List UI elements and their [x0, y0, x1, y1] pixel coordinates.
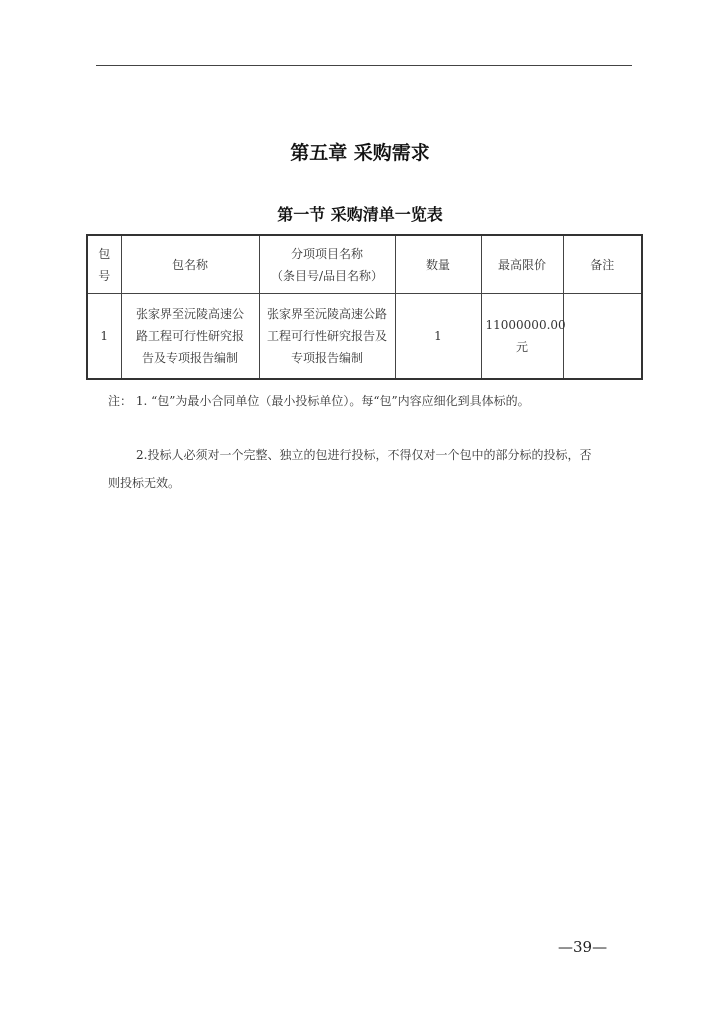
- cell-remarks: [563, 294, 642, 380]
- table-row: [87, 294, 642, 380]
- cell-sub-item-name: 张家界至沅陵高速公路 工程可行性研究报告及 专项报告编制: [259, 294, 395, 380]
- table-header-row: [87, 235, 642, 294]
- header-max-price: 最高限价: [481, 235, 563, 294]
- header-package-name: 包名称: [121, 235, 259, 294]
- page-number: —39—: [558, 938, 608, 956]
- cell-quantity: 1: [395, 294, 481, 380]
- note-1: 注： 1. “包”为最小合同单位（最小投标单位）。每“包”内容应细化到具体标的。: [108, 394, 530, 408]
- header-package-no: 包 号: [87, 235, 121, 294]
- header-quantity: 数量: [395, 235, 481, 294]
- header-sub-item-name: 分项项目名称 （条目号/品目名称）: [259, 235, 395, 294]
- procurement-table: [86, 234, 643, 380]
- cell-max-price: 11000000.00 元: [481, 294, 563, 380]
- section-title: 第一节 采购清单一览表: [277, 205, 443, 224]
- note-2-line-2: 则投标无效。: [108, 476, 181, 490]
- chapter-title: 第五章 采购需求: [290, 142, 430, 164]
- header-rule: [96, 65, 632, 66]
- header-remarks: 备注: [563, 235, 642, 294]
- cell-package-name: 张家界至沅陵高速公 路工程可行性研究报 告及专项报告编制: [121, 294, 259, 380]
- cell-package-no: 1: [87, 294, 121, 380]
- note-2-line-1: 2.投标人必须对一个完整、独立的包进行投标，不得仅对一个包中的部分标的投标，否: [136, 448, 592, 462]
